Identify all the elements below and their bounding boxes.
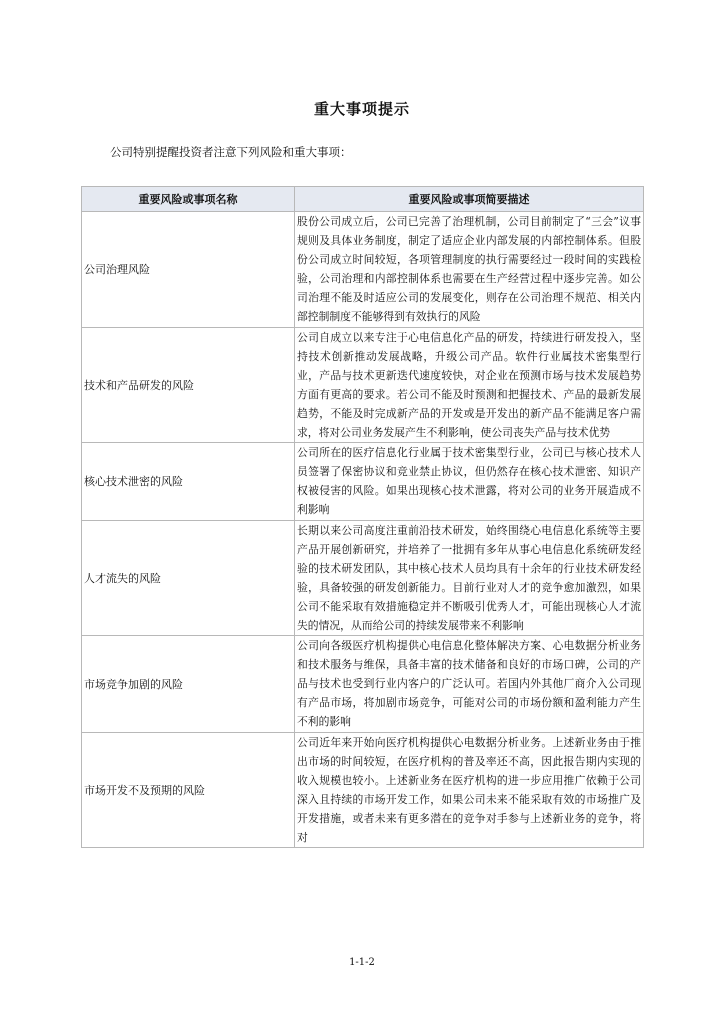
table-row xyxy=(82,443,644,520)
risk-description-cell: 公司向各级医疗机构提供心电信息化整体解决方案、心电数据分析业务和技术服务与维保，具备丰富的技术储备和良好的市场口碑，公司的产品与技术也受到行业内客户的广泛认可。若国内外其他厂商介入公司现有产品市场，将加剧市场竞争，可能对公司的市场份额和盈利能力产生不利的影响 xyxy=(295,636,644,732)
risk-name-cell: 技术和产品研发的风险 xyxy=(82,327,295,443)
risk-table xyxy=(81,186,644,848)
header-risk-name: 重要风险或事项名称 xyxy=(82,187,295,212)
risk-description-cell: 公司所在的医疗信息化行业属于技术密集型行业，公司已与核心技术人员签署了保密协议和竞业禁止协议，但仍然存在核心技术泄密、知识产权被侵害的风险。如果出现核心技术泄露，将对公司的业务开展造成不利影响 xyxy=(295,443,644,520)
table-row xyxy=(82,212,644,328)
risk-description-cell: 公司自成立以来专注于心电信息化产品的研发，持续进行研发投入，坚持技术创新推动发展战略，升级公司产品。软件行业属技术密集型行业，产品与技术更新迭代速度较快，对企业在预测市场与技术发展趋势方面有更高的要求。若公司不能及时预测和把握技术、产品的最新发展趋势，不能及时完成新产品的开发或是开发出的新产品不能满足客户需求，将对公司业务发展产生不利影响，使公司丧失产品与技术优势 xyxy=(295,327,644,443)
risk-description-cell: 长期以来公司高度注重前沿技术研发，始终围绕心电信息化系统等主要产品开展创新研究，并培养了一批拥有多年从事心电信息化系统研发经验的技术研发团队，其中核心技术人员均具有十余年的行业技术研发经验，具备较强的研发创新能力。目前行业对人才的竞争愈加激烈，如果公司不能采取有效措施稳定并不断吸引优秀人才，可能出现核心人才流失的情况，从而给公司的持续发展带来不利影响 xyxy=(295,520,644,636)
table-header-row xyxy=(82,187,644,212)
table-row xyxy=(82,520,644,636)
table-row xyxy=(82,732,644,848)
risk-name-cell: 核心技术泄密的风险 xyxy=(82,443,295,520)
risk-description-cell: 股份公司成立后，公司已完善了治理机制，公司目前制定了“三会”议事规则及具体业务制度，制定了适应企业内部发展的内部控制体系。但股份公司成立时间较短，各项管理制度的执行需要经过一段时间的实践检验，公司治理和内部控制体系也需要在生产经营过程中逐步完善。如公司治理不能及时适应公司的发展变化，则存在公司治理不规范、相关内部控制制度不能够得到有效执行的风险 xyxy=(295,212,644,328)
risk-name-cell: 市场竞争加剧的风险 xyxy=(82,636,295,732)
risk-name-cell: 公司治理风险 xyxy=(82,212,295,328)
risk-description-cell: 公司近年来开始向医疗机构提供心电数据分析业务。上述新业务由于推出市场的时间较短，在医疗机构的普及率还不高，因此报告期内实现的收入规模也较小。上述新业务在医疗机构的进一步应用推广依赖于公司深入且持续的市场开发工作，如果公司未来不能采取有效的市场推广及开发措施，或者未来有更多潜在的竞争对手参与上述新业务的竞争，将对 xyxy=(295,732,644,848)
risk-name-cell: 市场开发不及预期的风险 xyxy=(82,732,295,848)
table-row xyxy=(82,636,644,732)
risk-name-cell: 人才流失的风险 xyxy=(82,520,295,636)
table-row xyxy=(82,327,644,443)
header-risk-description: 重要风险或事项简要描述 xyxy=(295,187,644,212)
page-title: 重大事项提示 xyxy=(313,100,410,118)
intro-text: 公司特别提醒投资者注意下列风险和重大事项： xyxy=(110,145,352,159)
page-number: 1-1-2 xyxy=(349,957,375,968)
